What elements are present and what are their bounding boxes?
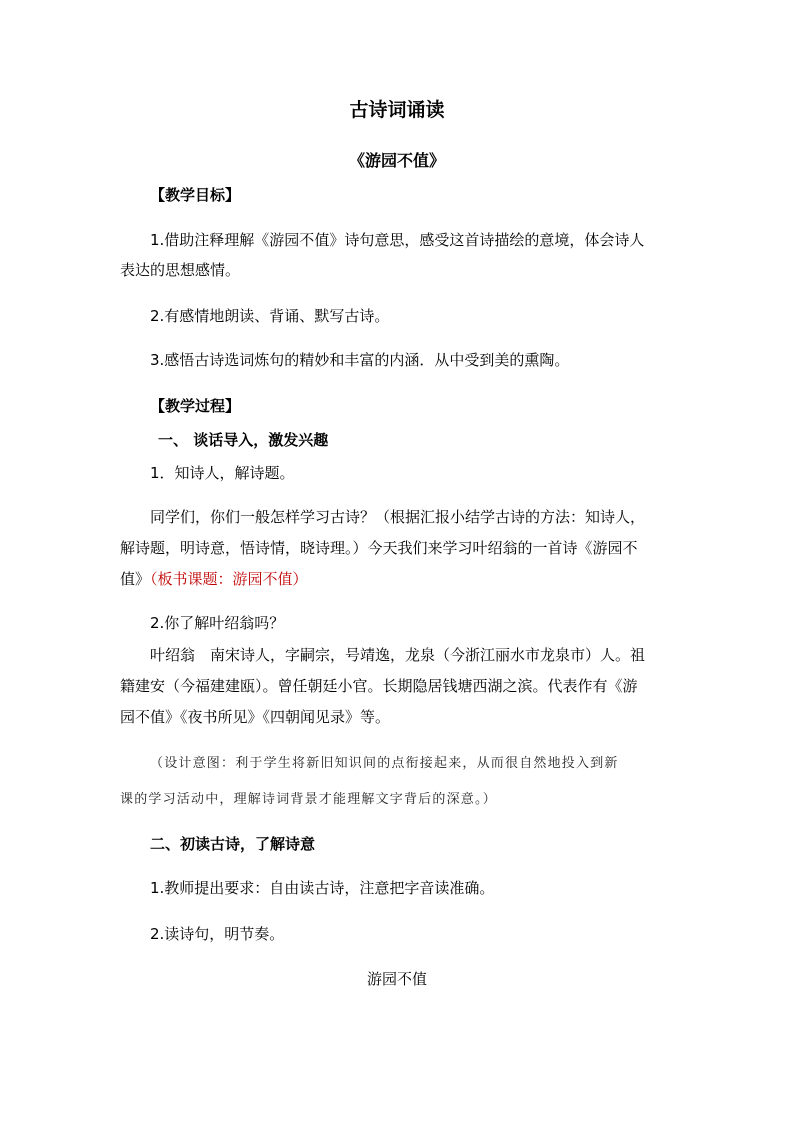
process-heading: 【教学过程】 — [150, 397, 241, 415]
step-2-1: 1.教师提出要求：自由读古诗，注意把字音读准确。 — [150, 879, 495, 897]
poet-bio-line-1: 叶绍翁 南宋诗人，字嗣宗，号靖逸，龙泉（今浙江丽水市龙泉市）人。祖 — [150, 646, 646, 664]
board-title-note: （板书课题：游园不值） — [150, 570, 308, 588]
objective-2: 2.有感情地朗读、背诵、默写古诗。 — [150, 307, 390, 325]
design-note-line-1: （设计意图：利于学生将新旧知识间的点衔接起来，从而很自然地投入到新 — [150, 756, 619, 771]
section-2-heading: 二、初读古诗，了解诗意 — [150, 835, 316, 853]
paragraph-1-line-2: 解诗题，明诗意，悟诗情，晓诗理。）今天我们来学习叶绍翁的一首诗《游园不 — [120, 539, 638, 557]
paragraph-1-line-1: 同学们，你们一般怎样学习古诗？（根据汇报小结学古诗的方法：知诗人， — [150, 508, 646, 526]
section-1-heading: 一、 谈话导入，激发兴趣 — [158, 431, 329, 449]
objectives-heading: 【教学目标】 — [150, 186, 241, 204]
lesson-subtitle: 《游园不值》 — [348, 151, 445, 170]
step-2-2: 2.读诗句，明节奏。 — [150, 925, 285, 943]
poet-bio-line-2: 籍建安（今福建建瓯）。曾任朝廷小官。长期隐居钱塘西湖之滨。代表作有《游 — [120, 677, 638, 695]
step-1-2: 2.你了解叶绍翁吗？ — [150, 614, 285, 632]
poem-title: 游园不值 — [366, 970, 427, 988]
step-1-1: 1．知诗人，解诗题。 — [150, 464, 295, 482]
poet-bio-line-3: 园不值》《夜书所见》《四朝闻见录》等。 — [120, 708, 391, 726]
objective-1-line-2: 表达的思想感情。 — [120, 261, 241, 279]
objective-1-line-1: 1.借助注释理解《游园不值》诗句意思，感受这首诗描绘的意境，体会诗人 — [150, 231, 645, 249]
design-note-line-2: 课的学习活动中，理解诗词背景才能理解文字背后的深意。） — [120, 792, 497, 807]
paragraph-1-line-3-text: 值》 — [120, 570, 151, 588]
document-title: 古诗词诵读 — [349, 99, 445, 121]
paragraph-1-line-3 — [120, 569, 308, 589]
objective-3: 3.感悟古诗选词炼句的精妙和丰富的内涵．从中受到美的熏陶。 — [150, 351, 570, 369]
